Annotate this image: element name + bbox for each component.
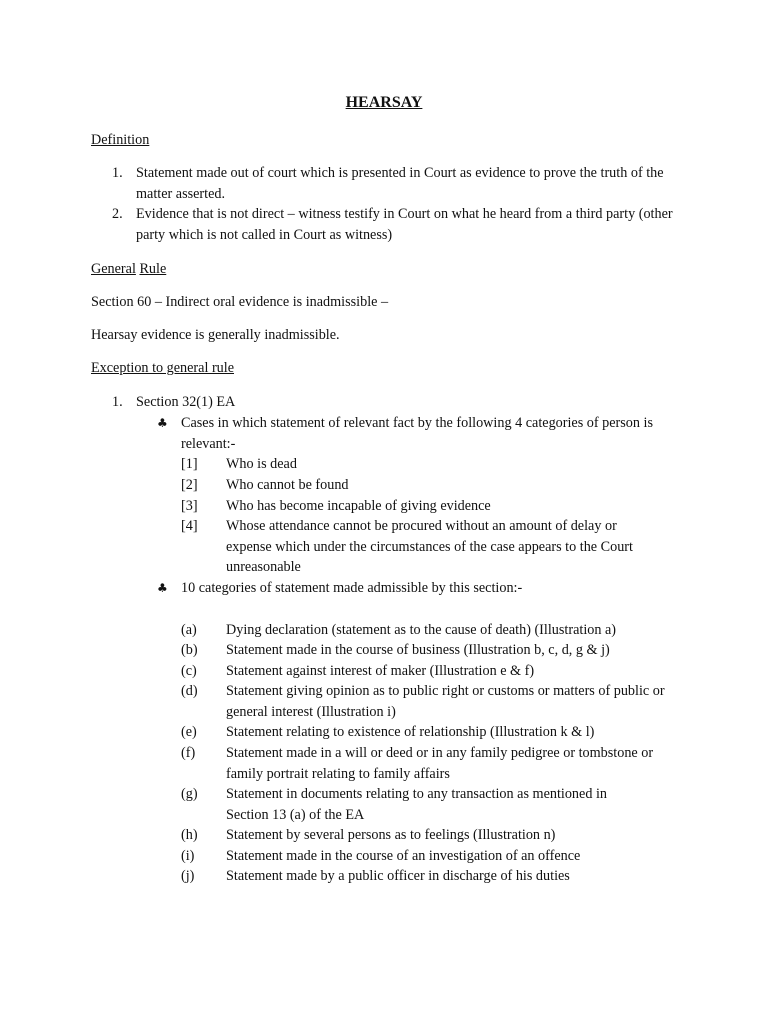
statement-item: Dying declaration (statement as to the cause of death) (Illustration a) [226, 622, 617, 638]
general-rule-heading-part: General [91, 261, 136, 277]
definition-item: Statement made out of court which is presented in Court as evidence to prove the truth of the matter asserted. [136, 165, 664, 202]
statement-number: (g) [181, 786, 198, 802]
general-rule-heading-part: Rule [139, 261, 167, 277]
general-rule-heading [91, 259, 166, 280]
statement-number: (h) [181, 827, 198, 843]
person-item: Who is dead [226, 456, 297, 472]
page-title: HEARSAY [345, 94, 423, 111]
statement-item: Statement giving opinion as to public right or customs or matters of public or general interest (Illustration i) [226, 683, 665, 720]
person-number: [4] [181, 518, 198, 534]
person-number: [3] [181, 498, 198, 514]
club-bullet-icon: ♣ [157, 416, 168, 430]
statement-number: (j) [181, 868, 195, 884]
person-item: Whose attendance cannot be procured without an amount of delay or expense which under the circumstances of the case appears to the Court unreasonable [226, 518, 633, 576]
bullet-text: Cases in which statement of relevant fact by the following 4 categories of person is relevant:- [181, 415, 653, 452]
person-number: [1] [181, 456, 198, 472]
statement-item: Statement made in a will or deed or in any family pedigree or tombstone or family portrait relating to family affairs [226, 745, 654, 782]
person-item: Who has become incapable of giving evidence [226, 498, 491, 514]
statement-item: Statement made by a public officer in discharge of his duties [226, 868, 570, 884]
statement-item: Statement made in the course of business (Illustration b, c, d, g & j) [226, 642, 610, 658]
person-item: Who cannot be found [226, 477, 349, 493]
bullet-text: 10 categories of statement made admissible by this section:- [181, 580, 523, 596]
statement-item: Statement made in the course of an investigation of an offence [226, 848, 581, 864]
statement-number: (f) [181, 745, 196, 761]
exception-item: Section 32(1) EA [136, 394, 236, 410]
person-number: [2] [181, 477, 198, 493]
definition-number: 2. [112, 206, 123, 222]
statement-number: (e) [181, 724, 197, 740]
definition-number: 1. [112, 165, 123, 181]
statement-item: Statement by several persons as to feelings (Illustration n) [226, 827, 556, 843]
statement-item: Statement relating to existence of relationship (Illustration k & l) [226, 724, 595, 740]
hearsay-general-text: Hearsay evidence is generally inadmissible. [91, 327, 340, 343]
exception-heading: Exception to general rule [91, 360, 234, 376]
club-bullet-icon: ♣ [157, 581, 168, 595]
statement-number: (b) [181, 642, 198, 658]
statement-item: Statement against interest of maker (Illustration e & f) [226, 663, 535, 679]
statement-number: (i) [181, 848, 195, 864]
statement-item: Statement in documents relating to any transaction as mentioned in Section 13 (a) of the EA [226, 786, 607, 823]
section-60-text: Section 60 – Indirect oral evidence is inadmissible – [91, 294, 389, 310]
definition-heading: Definition [91, 132, 150, 148]
exception-number: 1. [112, 394, 123, 410]
statement-number: (d) [181, 683, 198, 699]
statement-number: (a) [181, 622, 197, 638]
statement-number: (c) [181, 663, 197, 679]
definition-item: Evidence that is not direct – witness testify in Court on what he heard from a third party (other party which is not called in Court as witness) [136, 206, 673, 243]
